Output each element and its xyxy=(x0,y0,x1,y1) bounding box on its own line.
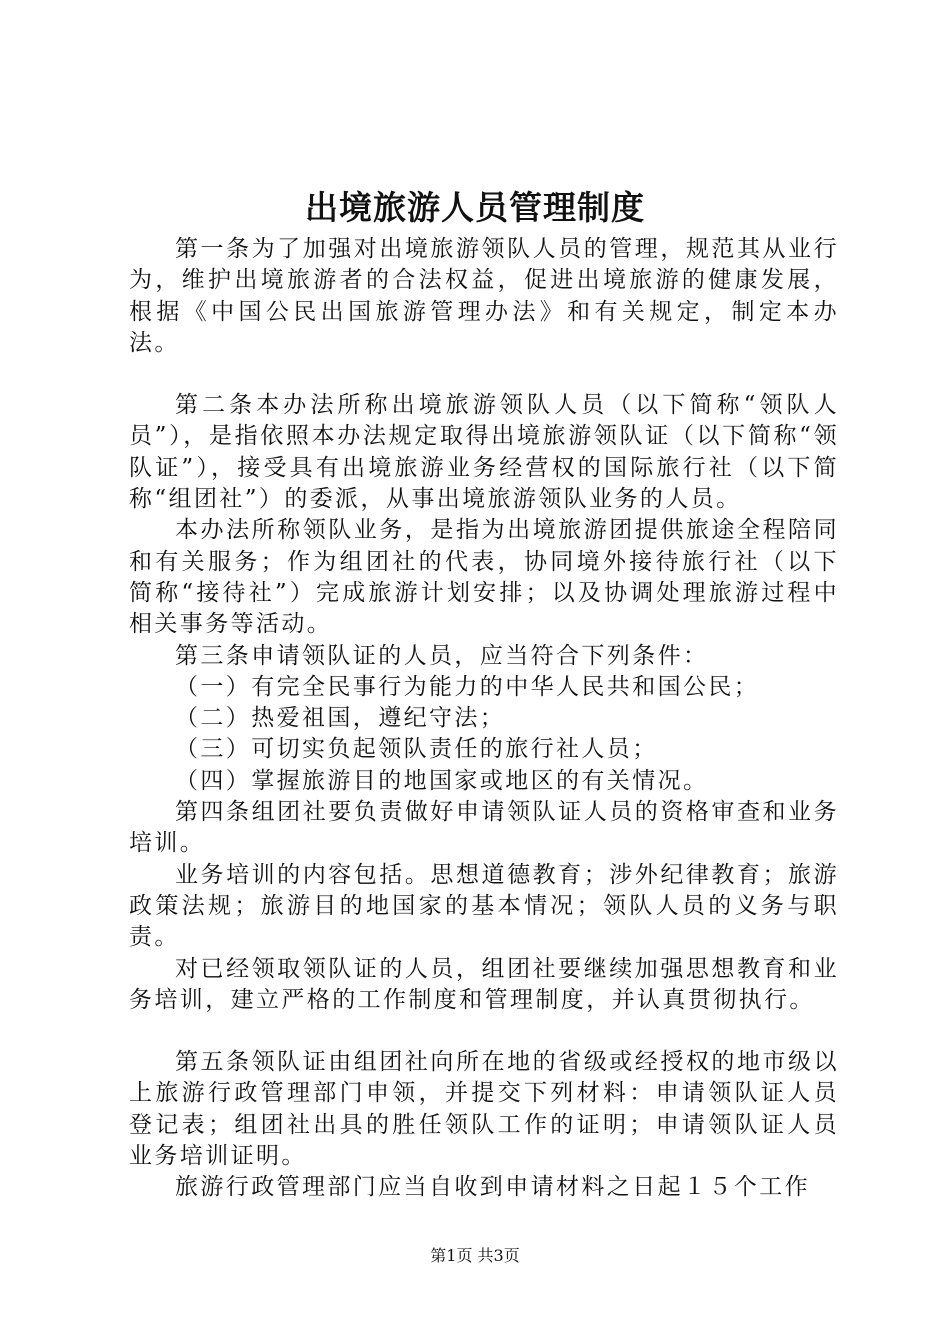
document-title: 出境旅游人员管理制度 xyxy=(305,188,645,227)
paragraph-review-period: 旅游行政管理部门应当自收到申请材料之日起１５个工作 xyxy=(175,1174,810,1201)
list-item-condition-1: （一）有完全民事行为能力的中华人民共和国公民； xyxy=(175,673,760,700)
paragraph-gap xyxy=(129,1016,839,1047)
paragraph-continued-training: 对已经领取领队证的人员，组团社要继续加强思想教育和业务培训，建立严格的工作制度和管理制度，并认真贯彻执行。 xyxy=(129,955,839,1013)
document-body xyxy=(129,234,839,1204)
paragraph-article-3: 第三条申请领队证的人员，应当符合下列条件： xyxy=(175,642,709,669)
paragraph-training-content: 业务培训的内容包括。思想道德教育；涉外纪律教育；旅游政策法规；旅游目的地国家的基本情况；领队人员的义务与职责。 xyxy=(129,861,839,951)
paragraph-article-2: 第二条本办法所称出境旅游领队人员（以下简称“领队人员”），是指依照本办法规定取得出境旅游领队证（以下简称“领队证”），接受具有出境旅游业务经营权的国际旅行社（以下简称“组团社”）的委派，从事出境旅游领队业务的人员。 xyxy=(129,392,839,513)
list-item-condition-2: （二）热爱祖国，遵纪守法； xyxy=(175,705,506,732)
list-item-condition-3: （三）可切实负起领队责任的旅行社人员； xyxy=(175,736,658,763)
page-number: 第1页 共3页 xyxy=(430,1246,520,1265)
paragraph-article-5: 第五条领队证由组团社向所在地的省级或经授权的地市级以上旅游行政管理部门申领，并提交下列材料：申请领队证人员登记表；组团社出具的胜任领队工作的证明；申请领队证人员业务培训证明。 xyxy=(129,1049,839,1170)
paragraph-gap xyxy=(129,359,839,390)
list-item-condition-4: （四）掌握旅游目的地国家或地区的有关情况。 xyxy=(175,767,709,794)
paragraph-leader-business: 本办法所称领队业务，是指为出境旅游团提供旅途全程陪同和有关服务；作为组团社的代表，协同境外接待旅行社（以下简称“接待社”）完成旅游计划安排；以及协调处理旅游过程中相关事务等活动。 xyxy=(129,517,839,638)
paragraph-article-1: 第一条为了加强对出境旅游领队人员的管理，规范其从业行为，维护出境旅游者的合法权益，促进出境旅游的健康发展，根据《中国公民出国旅游管理办法》和有关规定，制定本办法。 xyxy=(129,236,839,356)
paragraph-article-4: 第四条组团社要负责做好申请领队证人员的资格审查和业务培训。 xyxy=(129,799,839,857)
